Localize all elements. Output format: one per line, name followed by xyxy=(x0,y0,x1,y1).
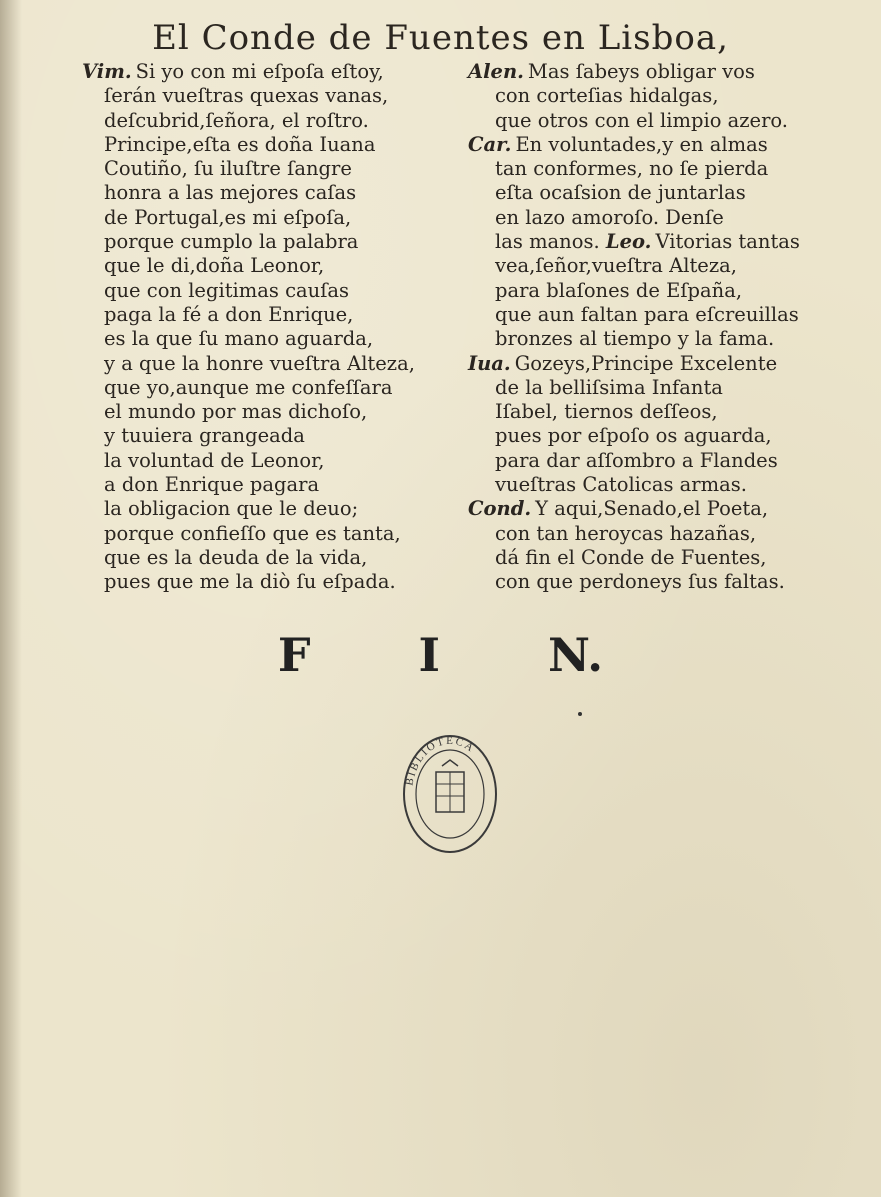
verse-line xyxy=(468,109,798,133)
verse-text: Y aqui,Senado,el Poeta, xyxy=(535,497,769,521)
verse-line xyxy=(82,206,412,230)
fin-letter-n: N. xyxy=(548,628,604,682)
fin-letter-f: F xyxy=(277,628,311,682)
verse-line xyxy=(82,109,412,133)
verse-text: que otros con el limpio azero. xyxy=(495,108,788,132)
verse-line xyxy=(82,181,412,205)
verse-text: eſta ocaſsion de juntarlas xyxy=(495,181,746,205)
verse-line xyxy=(82,400,412,424)
verse-line xyxy=(82,303,412,327)
verse-line xyxy=(468,424,798,448)
speaker-label: Car. xyxy=(468,132,512,156)
ornament-dot xyxy=(578,712,582,716)
verse-line xyxy=(82,570,412,594)
speaker-label: Leo. xyxy=(605,230,652,254)
verse-line xyxy=(468,84,798,108)
verse-line xyxy=(82,133,412,157)
verse-text: en lazo amoroſo. Denſe xyxy=(495,205,724,229)
verse-line xyxy=(468,279,798,303)
verse-line xyxy=(468,497,798,521)
verse-text: deſcubrid,ſeñora, el roſtro. xyxy=(104,108,369,132)
verse-text: porque confieſſo que es tanta, xyxy=(104,521,401,545)
verse-line xyxy=(468,327,798,351)
verse-text: bronzes al tiempo y la fama. xyxy=(495,327,775,351)
verse-text: Coutiño, ſu iluſtre ſangre xyxy=(104,157,352,181)
verse-line xyxy=(82,84,412,108)
verse-text: dá fin el Conde de Fuentes, xyxy=(495,545,767,569)
verse-text: que le di,doña Leonor, xyxy=(104,254,325,278)
verse-text: que es la deuda de la vida, xyxy=(104,545,368,569)
verse-line xyxy=(468,181,798,205)
verse-text: la voluntad de Leonor, xyxy=(104,448,325,472)
verse-line xyxy=(82,230,412,254)
verse-text: pues que me la diò ſu eſpada. xyxy=(104,570,396,594)
verse-line xyxy=(82,351,415,376)
page-title: El Conde de Fuentes en Lisboa, xyxy=(152,18,729,58)
verse-line xyxy=(468,522,798,546)
verse-line xyxy=(468,230,798,254)
verse-line xyxy=(82,376,412,400)
verse-text: ſerán vueſtras quexas vanas, xyxy=(104,84,389,108)
verse-line xyxy=(82,157,412,181)
verse-text: con corteſias hidalgas, xyxy=(495,84,719,108)
speaker-label: Iua. xyxy=(468,351,511,375)
verse-text: con que perdoneys ſus faltas. xyxy=(495,570,785,594)
verse-line xyxy=(468,449,798,473)
svg-text:BIBLIOTECA xyxy=(403,735,477,787)
verse-text: Iſabel, tiernos deſſeos, xyxy=(495,400,718,424)
verse-text: para dar aſſombro a Flandes xyxy=(495,448,778,472)
verse-text: porque cumplo la palabra xyxy=(104,230,359,254)
verse-text: pues por eſpoſo os aguarda, xyxy=(495,424,772,448)
verse-line xyxy=(82,497,412,521)
verse-text: de la belliſsima Infanta xyxy=(495,375,723,399)
verse-line xyxy=(82,522,412,546)
verse-text: es la que ſu mano aguarda, xyxy=(104,327,374,351)
verse-text: Mas ſabeys obligar vos xyxy=(527,60,755,83)
verse-text: honra a las mejores caſas xyxy=(104,181,357,205)
verse-text: vea,ſeñor,vueſtra Alteza, xyxy=(495,254,737,278)
verse-text: Gozeys,Principe Excelente xyxy=(514,351,778,375)
verse-text: Principe,eſta es doña Iuana xyxy=(104,132,376,156)
verse-text: En voluntades,y en almas xyxy=(515,132,768,156)
speaker-label: Cond. xyxy=(468,497,532,521)
verse-line xyxy=(82,327,412,351)
verse-line xyxy=(468,473,798,497)
verse-line xyxy=(468,570,798,594)
verse-text: que con legitimas cauſas xyxy=(104,278,350,302)
verse-line xyxy=(82,279,412,303)
verse-text: la obligacion que le deuo; xyxy=(104,497,359,521)
stamp-text: BIBLIOTECA xyxy=(403,734,478,787)
fin-letter-i: I xyxy=(418,628,441,682)
verse-line xyxy=(82,424,412,448)
verse-text: tan conformes, no ſe pierda xyxy=(495,157,769,181)
verse-text: vueſtras Catolicas armas. xyxy=(495,473,747,497)
verse-line xyxy=(82,254,412,278)
left-text-column xyxy=(82,60,415,595)
verse-line xyxy=(468,60,798,84)
verse-text: y a que la honre vueſtra Alteza, xyxy=(104,351,415,375)
verse-line xyxy=(468,546,798,570)
page-edge-shadow xyxy=(0,0,22,1197)
speaker-label: Vim. xyxy=(82,60,132,83)
verse-text: y tuuiera grangeada xyxy=(104,424,305,448)
verse-line xyxy=(82,60,412,84)
verse-text: el mundo por mas dichoſo, xyxy=(104,400,368,424)
verse-line xyxy=(468,376,798,400)
verse-text: con tan heroycas hazañas, xyxy=(495,521,757,545)
verse-text: las manos. xyxy=(495,230,600,254)
verse-text: Vitorias tantas xyxy=(655,230,800,254)
verse-text: para blaſones de Eſpaña, xyxy=(495,278,743,302)
speaker-label: Alen. xyxy=(468,60,524,83)
verse-text: a don Enrique pagara xyxy=(104,473,320,497)
verse-line xyxy=(468,157,798,181)
fin-ending xyxy=(0,628,881,682)
verse-line xyxy=(468,254,798,278)
verse-text: que yo,aunque me confeſſara xyxy=(104,375,393,399)
verse-line xyxy=(468,206,798,230)
verse-line xyxy=(82,473,412,497)
library-stamp-icon xyxy=(398,732,502,856)
verse-text: de Portugal,es mi eſpoſa, xyxy=(104,205,352,229)
verse-line xyxy=(468,352,798,376)
verse-text: que aun faltan para eſcreuillas xyxy=(495,302,799,326)
verse-text: paga la fé a don Enrique, xyxy=(104,302,354,326)
verse-line xyxy=(468,400,798,424)
verse-line xyxy=(468,133,798,157)
verse-line xyxy=(82,546,412,570)
right-text-column xyxy=(468,60,798,595)
verse-text: Si yo con mi eſpoſa eſtoy, xyxy=(135,60,384,83)
verse-line xyxy=(82,449,412,473)
verse-line xyxy=(468,303,798,327)
